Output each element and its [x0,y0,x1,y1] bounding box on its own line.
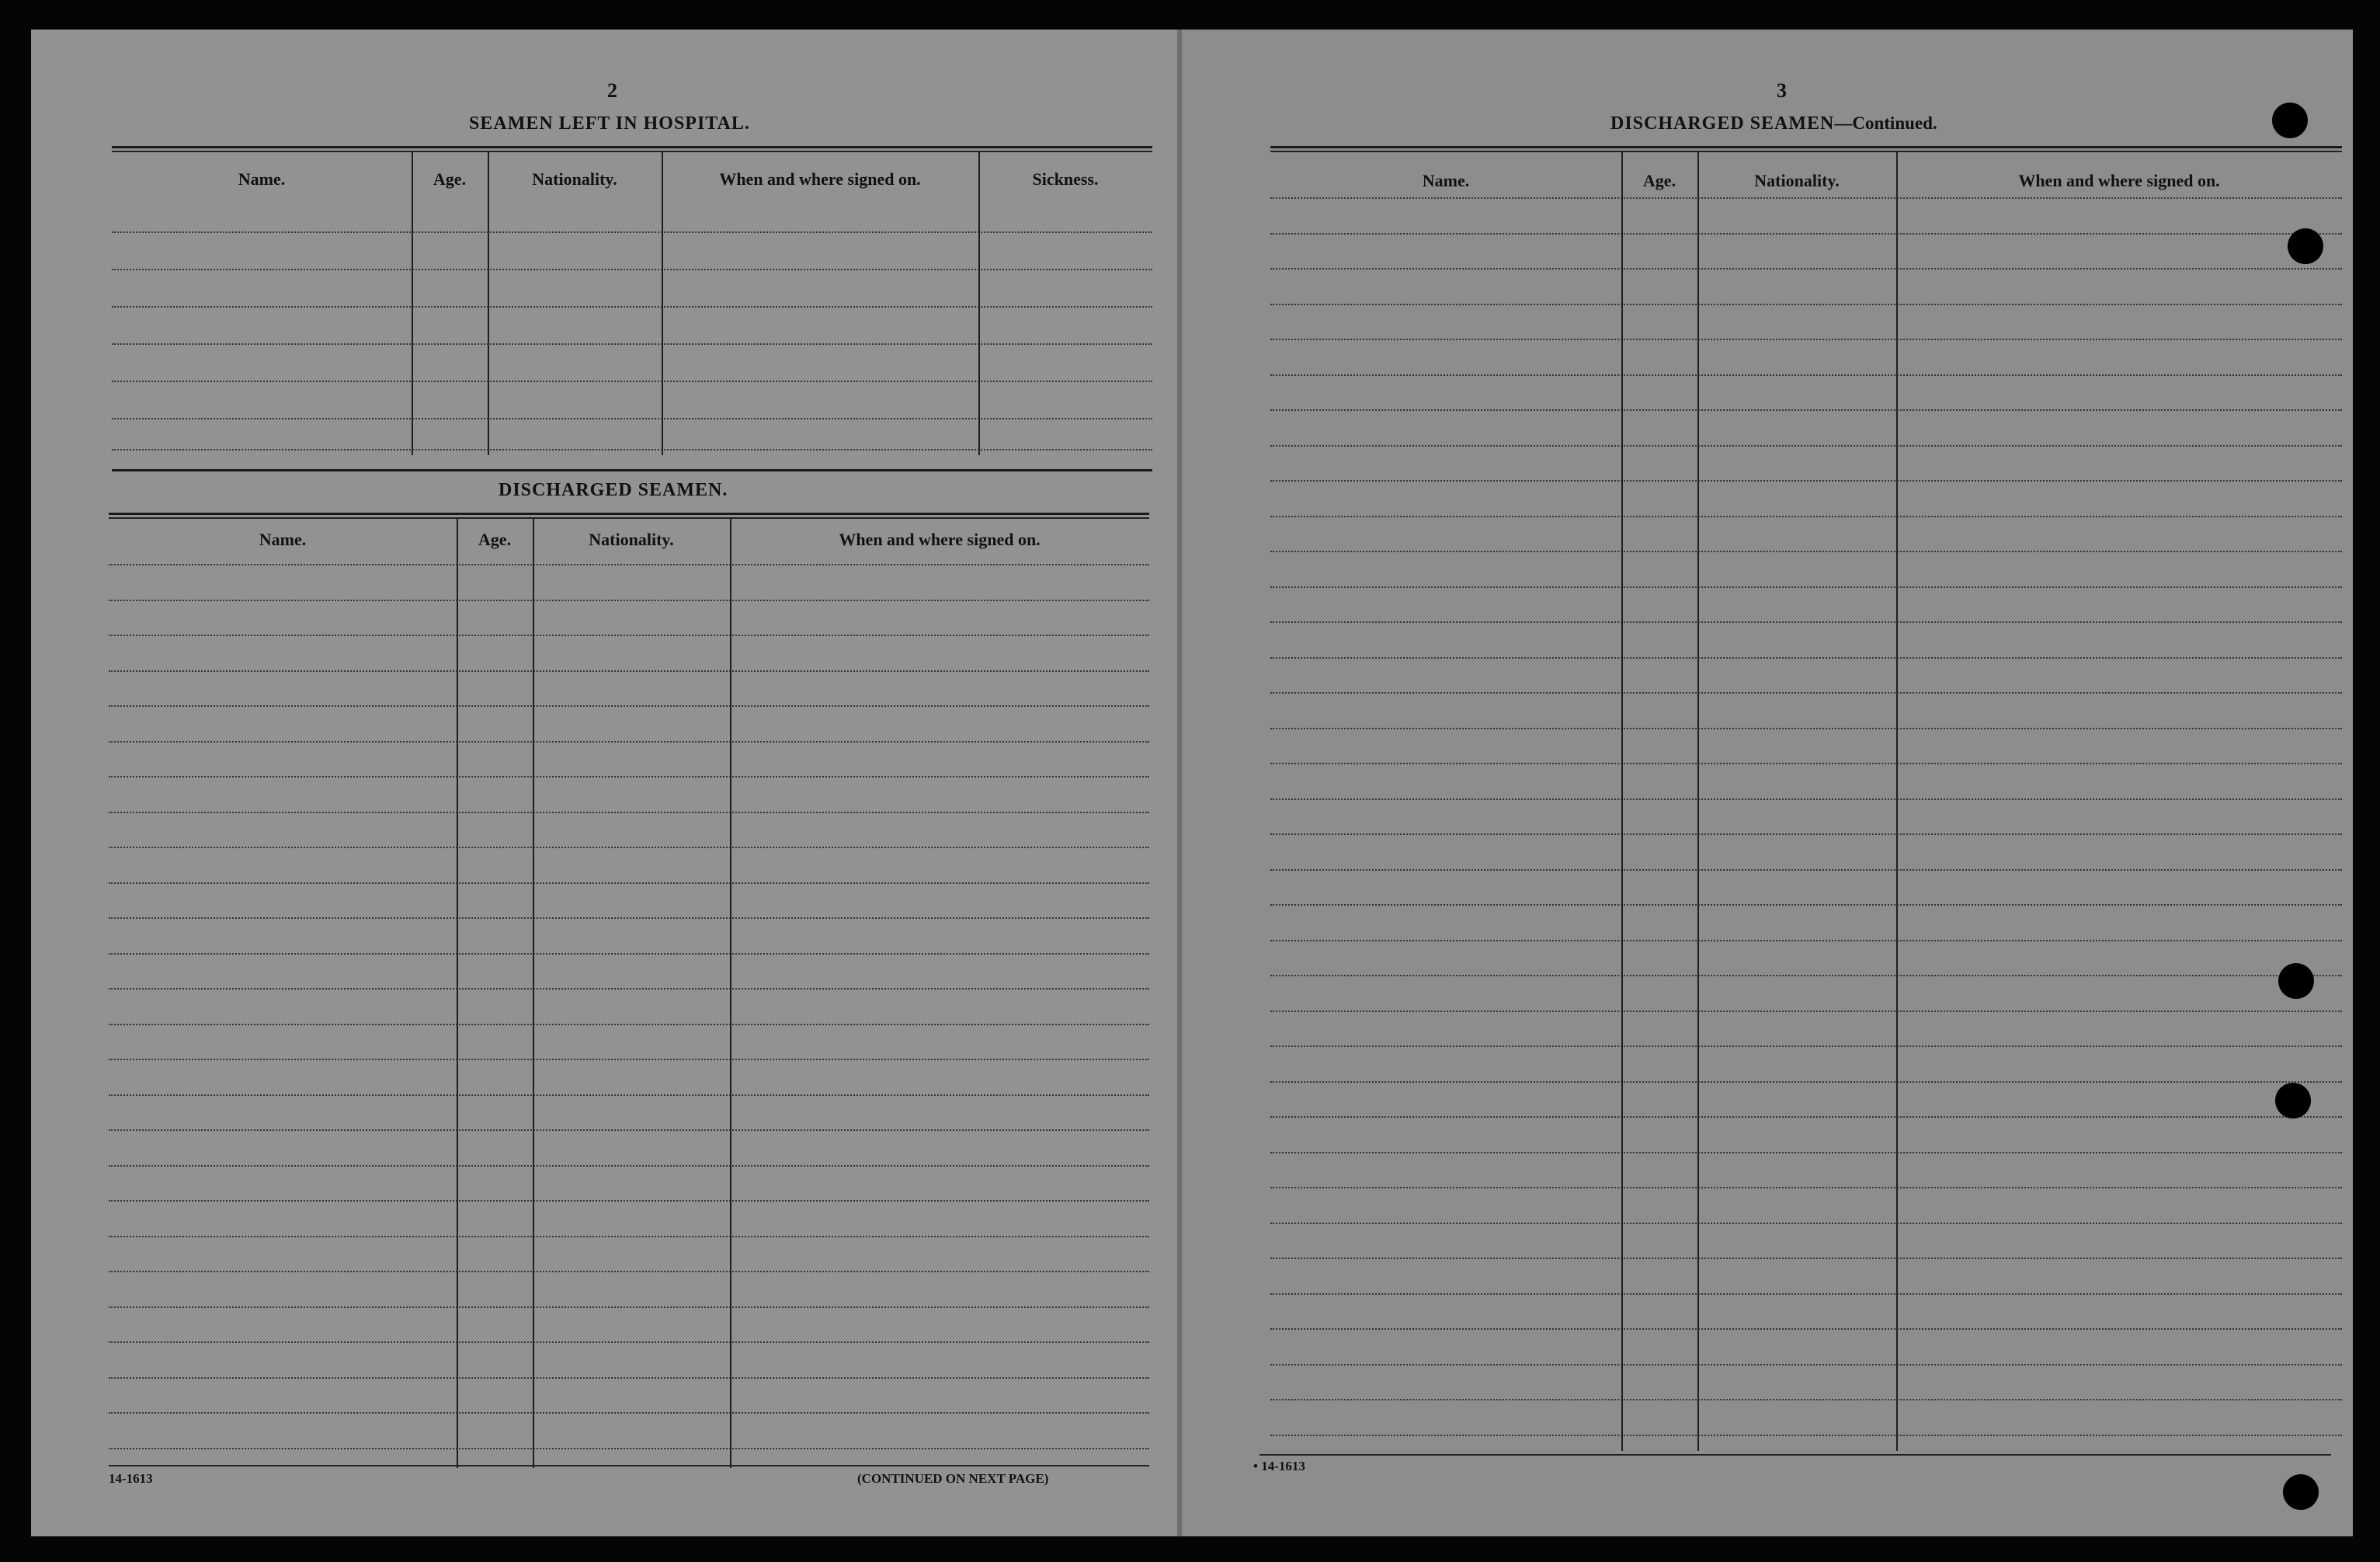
ruled-row [109,741,1149,743]
ruled-row [109,705,1149,707]
right-col-name: Name. [1422,171,1470,190]
ruled-row [109,1200,1149,1202]
ruled-row [109,1377,1149,1379]
ruled-row [109,600,1149,601]
continued-note: (CONTINUED ON NEXT PAGE) [857,1471,1049,1486]
ruled-row [109,917,1149,919]
ruled-row [1270,940,2342,941]
ruled-row [1270,268,2342,270]
page-number-right: 3 [1777,79,1787,102]
ruled-row [109,847,1149,848]
punch-hole [2272,103,2308,138]
ruled-row [109,1165,1149,1167]
ruled-row [1270,657,2342,659]
ruled-row [1270,728,2342,729]
ruled-row [1270,1328,2342,1330]
ruled-row [109,1412,1149,1414]
ruled-row [1270,1364,2342,1365]
ruled-row [1270,197,2342,199]
section-title-discharged: DISCHARGED SEAMEN. [499,480,728,500]
ruled-row [1270,833,2342,835]
ruled-row [1270,1399,2342,1400]
ruled-row [1270,975,2342,976]
punch-hole [2275,1083,2311,1118]
hospital-col-age: Age. [433,169,467,189]
discharged-col-signed-on: When and where signed on. [839,530,1041,549]
hospital-col-sickness: Sickness. [1032,169,1099,189]
page-number-left: 2 [607,79,617,102]
ruled-row [109,776,1149,778]
ruled-row [1270,1187,2342,1188]
ruled-row [1270,1223,2342,1224]
form-number-left: 14-1613 [109,1471,153,1486]
ruled-row [109,988,1149,990]
ruled-row [1270,763,2342,764]
ruled-row [109,812,1149,813]
form-number-right-text: 14-1613 [1261,1459,1305,1473]
ruled-row [109,1448,1149,1449]
section-title-main: DISCHARGED SEAMEN [1610,113,1835,134]
ruled-row [1270,445,2342,447]
ruled-row [109,564,1149,565]
ruled-row [1270,904,2342,906]
ruled-row [1270,621,2342,623]
ruled-row [1270,551,2342,552]
ruled-row [1270,339,2342,340]
ruled-row [109,635,1149,636]
ruled-row [109,1271,1149,1272]
punch-hole [2288,228,2323,264]
ruled-row [109,1129,1149,1131]
ruled-row [109,1059,1149,1060]
ruled-row [1270,516,2342,517]
discharged-col-age: Age. [478,530,512,549]
ruled-row [1270,586,2342,588]
hospital-col-nationality: Nationality. [532,169,617,189]
discharged-col-nationality: Nationality. [589,530,674,549]
ruled-row [109,1094,1149,1096]
section-title-suffix: —Continued. [1834,113,1937,133]
ruled-row [109,953,1149,955]
ruled-row [1270,1258,2342,1259]
ruled-row [1270,692,2342,694]
ruled-row [1270,304,2342,305]
section-title-hospital: SEAMEN LEFT IN HOSPITAL. [469,113,750,134]
ruled-row [109,1341,1149,1343]
form-number-right: • 14-1613 [1253,1459,1305,1473]
ruled-row [1270,233,2342,235]
ruled-row [109,1306,1149,1308]
ruled-row [1270,1116,2342,1118]
ruled-row [109,882,1149,884]
ruled-row [109,670,1149,672]
ruled-row [109,1236,1149,1237]
punch-hole [2283,1474,2319,1510]
hospital-col-name: Name. [238,169,286,189]
discharged-col-name: Name. [259,530,307,549]
right-col-nationality: Nationality. [1754,171,1840,190]
ruled-row [1270,1152,2342,1153]
ruled-row [1270,798,2342,800]
ruled-row [109,1024,1149,1025]
right-col-signed-on: When and where signed on. [2018,171,2220,190]
hospital-col-signed-on: When and where signed on. [719,169,921,189]
ruled-row [1270,1293,2342,1295]
ruled-row [1270,409,2342,411]
ruled-row [1270,374,2342,376]
ruled-row [1270,1435,2342,1436]
punch-hole [2278,963,2314,999]
ruled-row [1270,1081,2342,1083]
ruled-row [1270,1045,2342,1047]
section-title-discharged-continued [1610,113,1937,134]
right-col-age: Age. [1642,171,1676,190]
ruled-row [1270,480,2342,482]
ruled-row [1270,1011,2342,1012]
right-page [1182,30,2353,1536]
left-page [31,30,1180,1536]
ruled-row [1270,869,2342,871]
